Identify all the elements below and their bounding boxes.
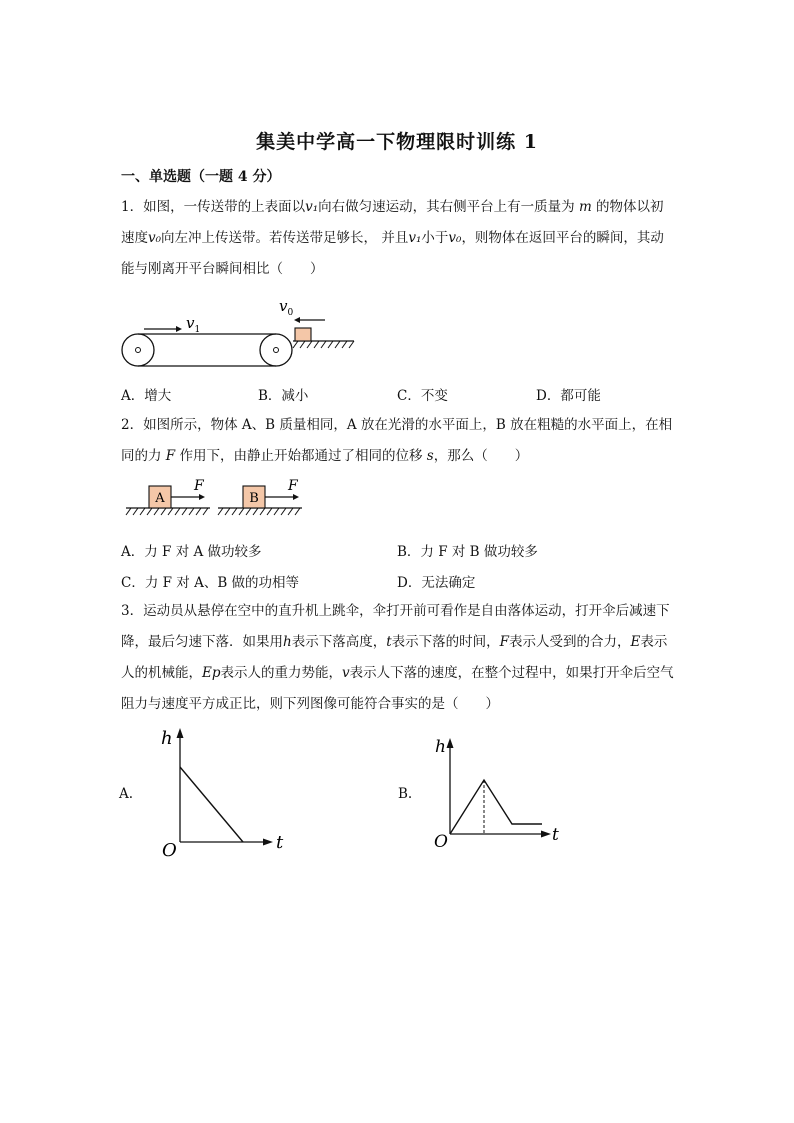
- q1-option-a[interactable]: A．增大: [121, 388, 172, 404]
- right-roller: [260, 334, 292, 366]
- graph-b-y-arrowhead: [447, 738, 454, 748]
- graph-b-ylabel: h: [435, 737, 446, 757]
- graph-a-x-arrowhead: [263, 839, 273, 846]
- graph-a-curve: [180, 767, 243, 842]
- block-a-label: A: [155, 491, 165, 506]
- blocks-figure: [122, 476, 312, 521]
- graph-b-origin: O: [434, 832, 448, 852]
- left-roller-hub: [136, 348, 141, 353]
- force-b-label: F: [288, 478, 298, 494]
- force-a-label: F: [194, 478, 204, 494]
- graph-b-x-arrowhead: [541, 831, 551, 838]
- conveyor-belt-figure: [118, 292, 363, 372]
- graph-a-xlabel: t: [276, 832, 284, 853]
- q2-option-d[interactable]: D．无法确定: [397, 575, 476, 591]
- left-roller: [122, 334, 154, 366]
- q3-option-b-label[interactable]: B.: [398, 786, 413, 802]
- ground-a-hatching: [126, 508, 208, 515]
- object-block: [295, 328, 311, 341]
- q2-option-c[interactable]: C．力 F 对 A、B 做的功相等: [121, 575, 300, 591]
- graph-a[interactable]: [155, 722, 295, 864]
- force-a-arrowhead: [199, 494, 205, 500]
- question-number: 3．: [121, 603, 144, 619]
- q2-option-a[interactable]: A．力 F 对 A 做功较多: [121, 544, 262, 560]
- page-title: 集美中学高一下物理限时训练 1: [256, 131, 538, 153]
- block-b-label: B: [249, 491, 259, 506]
- question-2-text: 2．如图所示，物体 A、B 质量相同，A 放在光滑的水平面上，B 放在粗糙的水平面上，在相同的力 F 作用下，由静止开始都通过了相同的位移 s，那么（ ）: [121, 417, 673, 464]
- force-b-arrowhead: [293, 494, 299, 500]
- right-roller-hub: [274, 348, 279, 353]
- graph-a-origin: O: [162, 840, 177, 861]
- q2-option-b[interactable]: B．力 F 对 B 做功较多: [397, 544, 538, 560]
- question-3-text: 3．运动员从悬停在空中的直升机上跳伞，伞打开前可看作是自由落体运动，打开伞后减速下降，最后匀速下落．如果用h表示下落高度，t表示下落的时间，F表示人受到的合力，E表示人的机械能，Ep表示人的重力势能，v表示人下落的速度，在整个过程中，如果打开伞后空气阻力与速度平方成正比，则下列图像可能符合事实的是（ ）: [121, 603, 674, 712]
- v0-label: $v_0$: [279, 297, 294, 318]
- graph-a-ylabel: h: [161, 728, 173, 749]
- section-heading: 一、单选题（一题 4 分）: [121, 169, 281, 185]
- graph-b[interactable]: [430, 730, 570, 856]
- q1-option-d[interactable]: D．都可能: [536, 388, 601, 404]
- graph-b-xlabel: t: [552, 825, 559, 845]
- q1-option-b[interactable]: B．减小: [258, 388, 309, 404]
- question-number: 1．: [121, 199, 144, 215]
- platform-hatching: [293, 341, 354, 348]
- v1-arrowhead: [176, 326, 182, 332]
- graph-b-curve: [450, 780, 542, 834]
- question-1-text: 1．如图，一传送带的上表面以v₁向右做匀速运动，其右侧平台上有一质量为 m 的物体以初速度v₀向左冲上传送带。若传送带足够长， 并且v₁小于v₀，则物体在返回平台的瞬间，其动能与刚离开平台瞬间相比（ ）: [121, 199, 664, 277]
- q3-option-a-label[interactable]: A.: [119, 786, 134, 802]
- v1-label: $v_1$: [186, 314, 201, 335]
- ground-b-hatching: [218, 508, 300, 515]
- question-number: 2．: [121, 417, 144, 433]
- v0-arrowhead: [294, 317, 300, 323]
- q1-option-c[interactable]: C．不变: [397, 388, 448, 404]
- graph-a-y-arrowhead: [177, 728, 184, 738]
